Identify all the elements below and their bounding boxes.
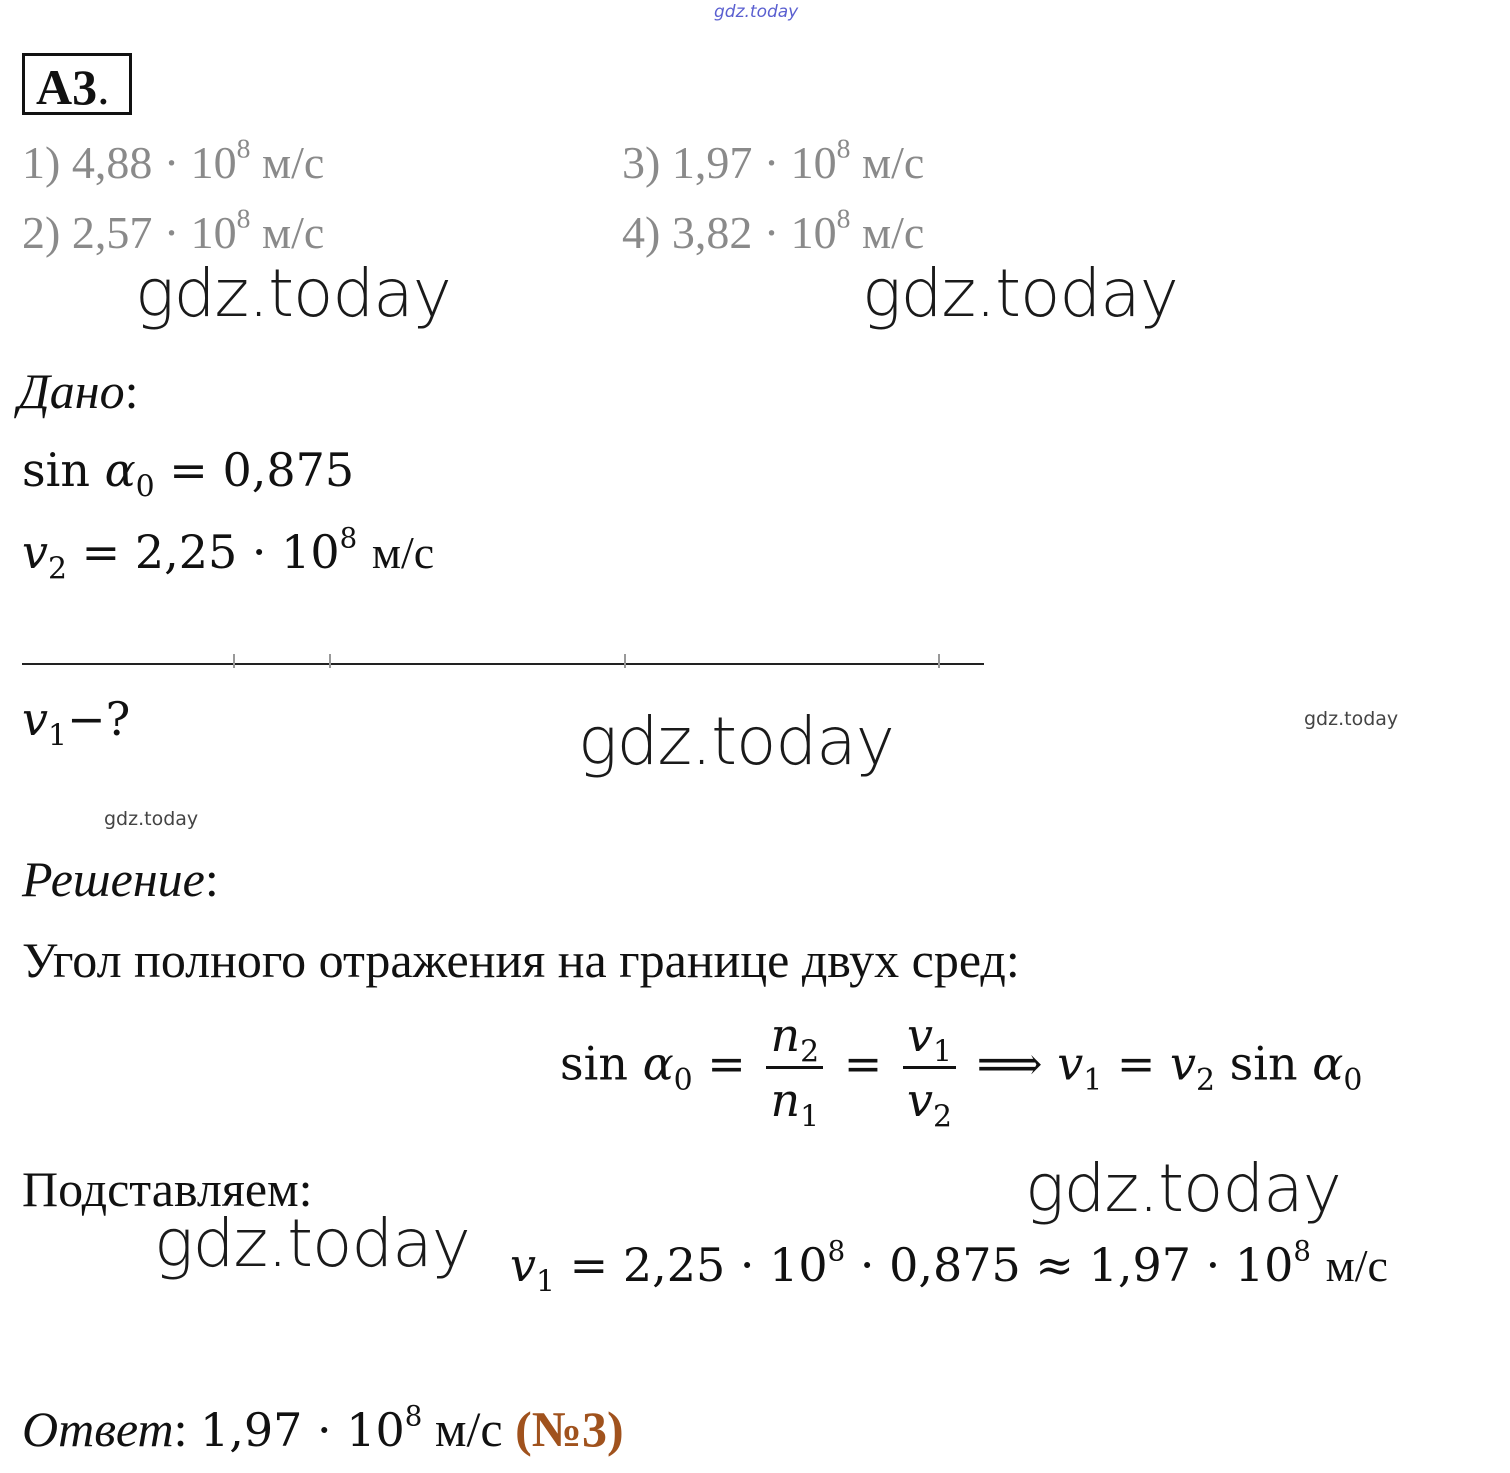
- substitute-label: Подставляем:: [22, 1161, 313, 1217]
- option-1: 1) $4,88 \cdot 10^8$ м/с: [22, 132, 325, 188]
- watermark: gdz.today: [714, 2, 799, 22]
- given-heading: Дано:: [18, 363, 139, 419]
- given-v2: $v_2 = 2,25 \cdot 10^8$ м/с: [22, 521, 435, 587]
- calculation: $v_1 = 2,25 \cdot 10^8 \cdot 0,875 \approx 1,97 \cdot 10^8$ м/с: [510, 1234, 1388, 1300]
- formula: $\sin \alpha_0$ = $\frac{n_2}{n_1}$ = $\frac{v_1}{v_2}$ ⟹ $v_1 = v_2$ $\sin \alpha_0$: [560, 1008, 1363, 1135]
- watermark: gdz.today: [1304, 708, 1399, 730]
- divider-tick: [624, 654, 626, 668]
- fraction-v1-v2: $\frac{v_1}{v_2}$: [903, 1008, 956, 1127]
- task-label: А3.: [36, 59, 110, 115]
- watermark: gdz.today: [578, 703, 894, 780]
- watermark: gdz.today: [862, 255, 1178, 332]
- watermark: gdz.today: [1025, 1150, 1341, 1227]
- given-sin: $\sin \alpha_0 = 0,875$: [22, 443, 355, 505]
- find-v1: $v_1-$?: [22, 692, 131, 754]
- divider-tick: [329, 654, 331, 668]
- divider-tick: [938, 654, 940, 668]
- watermark: gdz.today: [104, 808, 199, 830]
- divider-line: [22, 663, 984, 665]
- solution-heading: Решение:: [22, 851, 219, 907]
- answer-choice: (№3): [515, 1401, 624, 1457]
- fraction-n2-n1: $\frac{n_2}{n_1}$: [766, 1008, 823, 1127]
- watermark: gdz.today: [154, 1205, 470, 1282]
- answer-line: Ответ: $1,97 \cdot 10^8$ м/с (№3): [22, 1399, 624, 1457]
- watermark: gdz.today: [135, 255, 451, 332]
- solution-text: Угол полного отражения на границе двух сред:: [22, 932, 1020, 988]
- option-3: 3) $1,97 \cdot 10^8$ м/с: [622, 132, 925, 188]
- divider-tick: [233, 654, 235, 668]
- option-2: 2) $2,57 \cdot 10^8$ м/с: [22, 202, 325, 258]
- option-4: 4) $3,82 \cdot 10^8$ м/с: [622, 202, 925, 258]
